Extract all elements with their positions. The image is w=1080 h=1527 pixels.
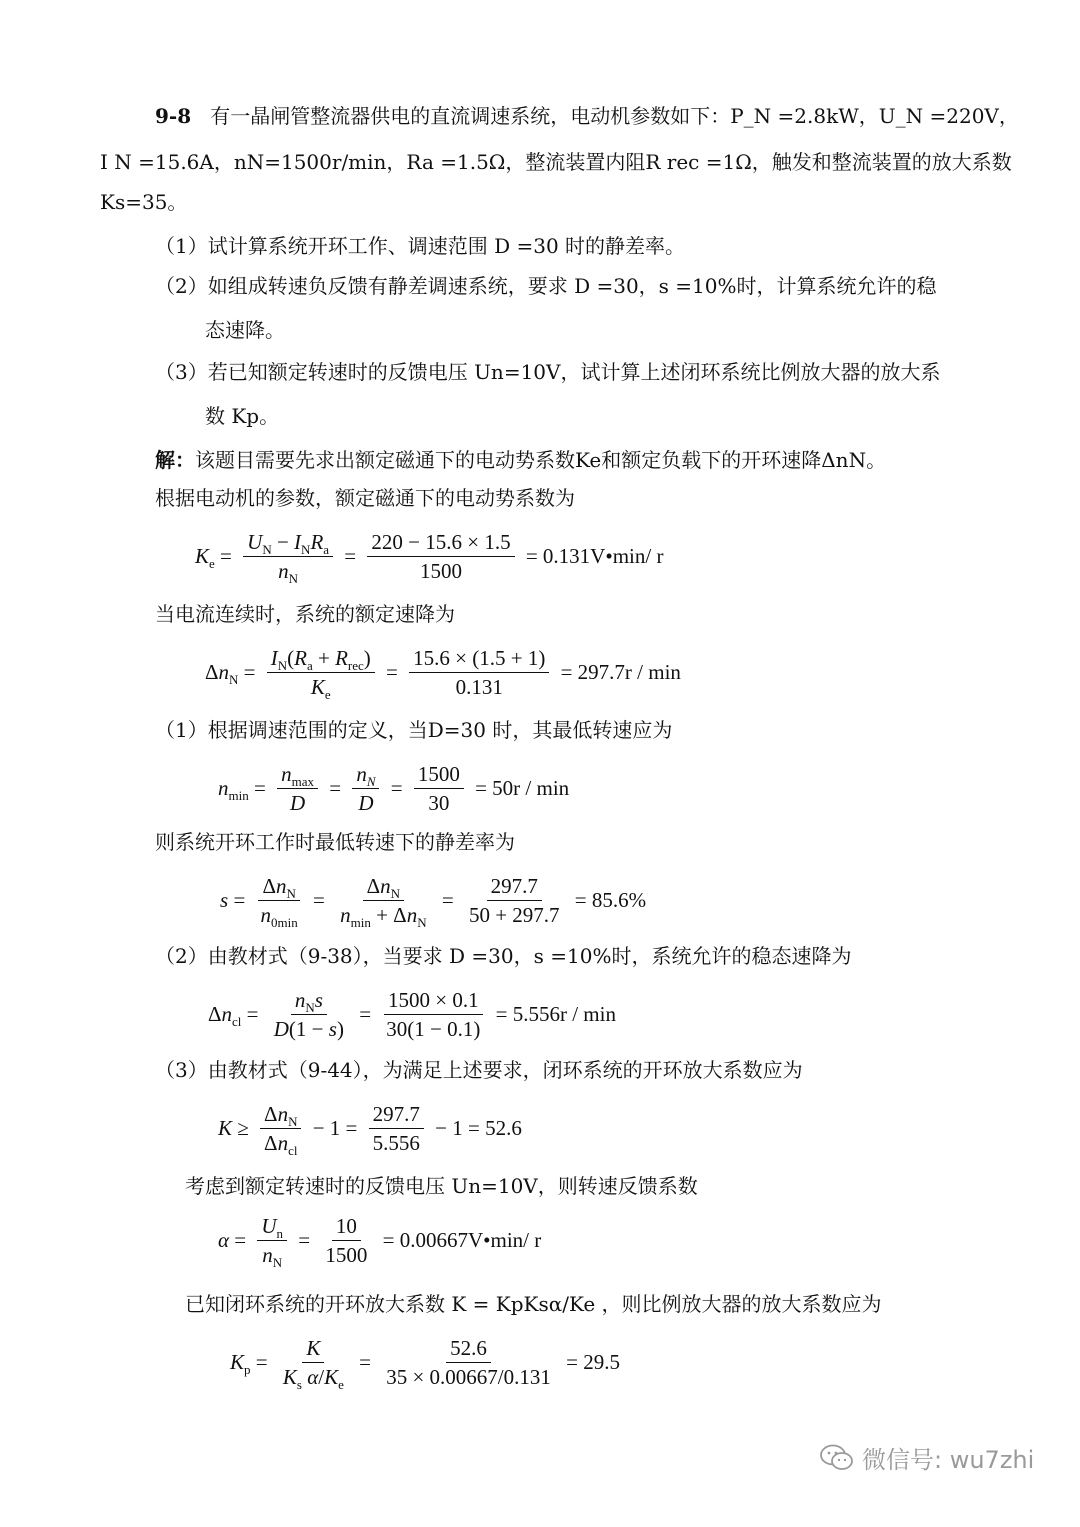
question-2b [205, 316, 285, 344]
question-2a-text: （2）如组成转速负反馈有静差调速系统，要求 D =30，s =10%时，计算系统允许的稳 [155, 274, 937, 298]
ke-intro-text: 根据电动机的参数，额定磁通下的电动势系数为 [155, 486, 575, 510]
kp-intro [185, 1290, 882, 1318]
question-1-text: （1）试计算系统开环工作、调速范围 D =30 时的静差率。 [155, 234, 686, 258]
kp-result: 29.5 [583, 1350, 620, 1374]
part2-intro-text: （2）由教材式（9-38），当要求 D =30，s =10%时，系统允许的稳态速降为 [155, 944, 852, 968]
nmin-equation: $n_{min}$ = $\frac{n_{max}}{D}$ = $\frac{n_N}{D}$ = $\frac{1500}{30}$ = 50r / min [218, 762, 570, 815]
s-result: 85.6% [591, 888, 647, 912]
problem-line-3 [100, 188, 187, 216]
solution-intro-text: 该题目需要先求出额定磁通下的电动势系数Ke和额定负载下的开环速降ΔnN。 [195, 448, 887, 472]
dn-intro-text: 当电流连续时，系统的额定速降为 [155, 602, 455, 626]
ke-equation: $K_e$ = $\frac{U_N - I_NR_a}{n_N}$ = $\frac{220 - 15.6 \times 1.5}{1500}$ = 0.131V•min/ r [195, 530, 664, 586]
question-3a [155, 358, 940, 386]
wechat-icon [820, 1444, 854, 1472]
problem-line-2 [100, 148, 1012, 176]
kp-equation: $K_p$ = $\frac{K}{K_s \alpha/K_e}$ = $\frac{52.6}{35 \times 0.00667/0.131}$ = 29.5 [230, 1336, 620, 1392]
dncl-result: 5.556r / min [512, 1002, 616, 1026]
question-3a-text: （3）若已知额定转速时的反馈电压 Un=10V，试计算上述闭环系统比例放大器的放大系 [155, 360, 941, 384]
problem-id: 9-8 [155, 104, 192, 128]
problem-text-1: 有一晶闸管整流器供电的直流调速系统，电动机参数如下：P_N =2.8kW，U_N =220V， [210, 104, 1019, 128]
dn-equation: $\Delta n_N$ = $\frac{I_N(R_a + R_{rec})}{K_e}$ = $\frac{15.6 \times (1.5 + 1)}{0.131}$ = 297.7r / min [205, 646, 681, 702]
watermark-text: 微信号: wu7zhi [862, 1446, 1035, 1474]
dncl-equation: $\Delta n_{cl}$ = $\frac{n_Ns}{D(1 - s)}$ = $\frac{1500 \times 0.1}{30(1 - 0.1)}$ = 5.556r / min [208, 988, 616, 1041]
part3-intro-text: （3）由教材式（9-44），为满足上述要求，闭环系统的开环放大系数应为 [155, 1058, 803, 1082]
problem-text-2: I N =15.6A，nN=1500r/min，Ra =1.5Ω，整流装置内阻R rec =1Ω，触发和整流装置的放大系数 [100, 150, 1012, 174]
part1-intro-text: （1）根据调速范围的定义，当D=30 时，其最低转速应为 [155, 718, 673, 742]
alpha-intro-text: 考虑到额定转速时的反馈电压 Un=10V，则转速反馈系数 [185, 1174, 698, 1198]
question-3b-text: 数 Kp。 [205, 404, 280, 428]
problem-text-3: Ks=35。 [100, 190, 188, 214]
problem-line-1 [155, 102, 1019, 130]
alpha-intro [185, 1172, 698, 1200]
alpha-result: 0.00667V•min/ r [399, 1228, 542, 1252]
k-equation: K ≥ $\frac{\Delta n_N}{\Delta n_{cl}}$ − 1 = $\frac{297.7}{5.556}$ − 1 = 52.6 [218, 1102, 522, 1158]
question-2b-text: 态速降。 [205, 318, 285, 342]
kp-intro-text: 已知闭环系统的开环放大系数 K = KpKsα/Ke ，则比例放大器的放大系数应为 [185, 1292, 882, 1316]
watermark [820, 1440, 1034, 1475]
k-result: 52.6 [485, 1116, 522, 1140]
ke-result: 0.131V•min/ r [542, 544, 664, 568]
nmin-result: 50r / min [492, 776, 570, 800]
part1-intro [155, 716, 672, 744]
alpha-equation: α = $\frac{U_n}{n_N}$ = $\frac{10}{1500}$ = 0.00667V•min/ r [218, 1214, 542, 1270]
s-intro-text: 则系统开环工作时最低转速下的静差率为 [155, 830, 515, 854]
solution-intro [155, 446, 886, 474]
dn-intro [155, 600, 455, 628]
question-1 [155, 232, 685, 260]
question-3b [205, 402, 279, 430]
part3-intro [155, 1056, 803, 1084]
s-intro [155, 828, 515, 856]
question-2a [155, 272, 937, 300]
dn-result: 297.7r / min [577, 660, 681, 684]
part2-intro [155, 942, 851, 970]
s-equation: s = $\frac{\Delta n_N}{n_{0min}}$ = $\frac{\Delta n_N}{n_{min} + \Delta n_N}$ = $\frac{297.7}{50 + 297.7}$ = 85.6% [220, 874, 647, 930]
solution-label: 解： [155, 448, 195, 472]
ke-intro [155, 484, 575, 512]
